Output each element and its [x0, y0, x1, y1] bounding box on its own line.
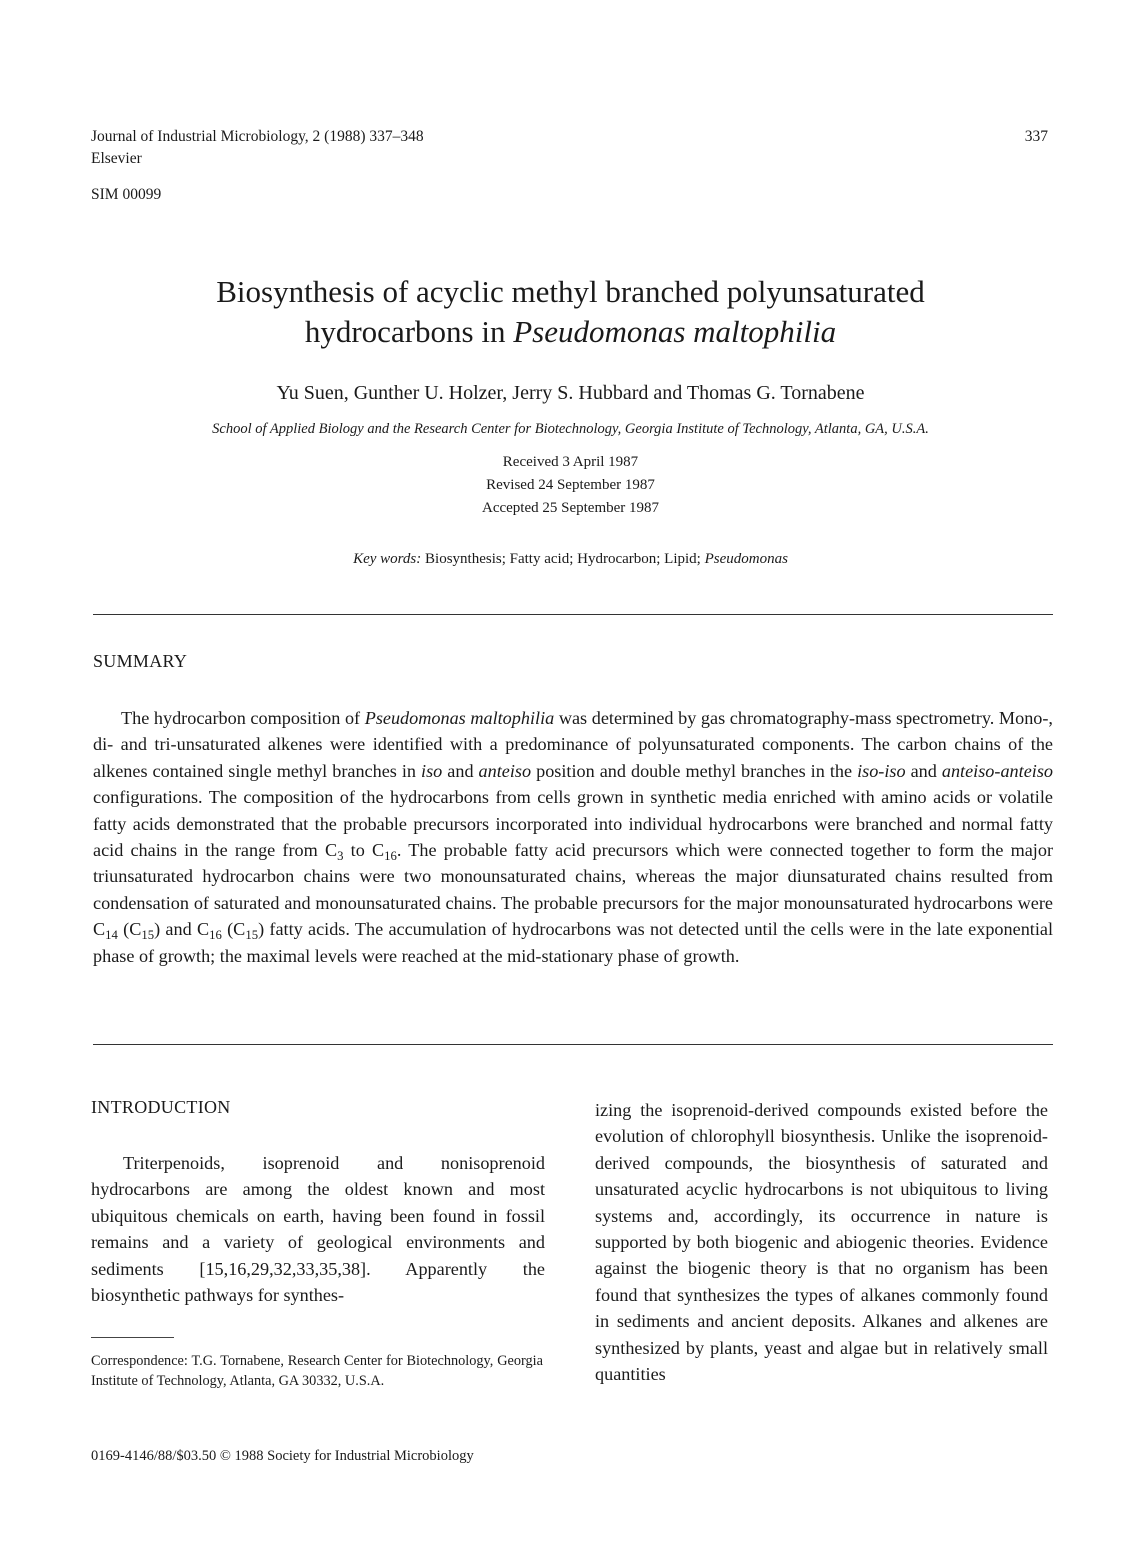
date-received: Received 3 April 1987 — [502, 454, 639, 470]
title-line-2-prefix: hydrocarbons in — [304, 314, 514, 349]
keywords-label: Key words: — [353, 551, 422, 567]
title-line-1: Biosynthesis of acyclic methyl branched polyunsaturated — [216, 274, 925, 309]
title-line-2 — [0, 312, 1141, 352]
page-number: 337 — [1024, 128, 1048, 145]
introduction-paragraph-1: Triterpenoids, isoprenoid and nonisoprenoid hydrocarbons are among the oldest known and most ubiquitous chemicals on earth, having been found in fossil remains and a variety of geological environments and sediments [15,16,29,32,33,35,38]. Apparently the biosynthetic pathways for synthes- — [91, 1153, 545, 1306]
journal-line: Journal of Industrial Microbiology, 2 (1988) 337–348 — [91, 128, 424, 145]
introduction-column-2 — [595, 1097, 1048, 1387]
article-title — [0, 272, 1141, 352]
date-revised: Revised 24 September 1987 — [486, 477, 655, 493]
journal-citation — [91, 126, 424, 170]
footnote-rule — [91, 1337, 174, 1338]
sim-id: SIM 00099 — [91, 186, 162, 203]
publisher: Elsevier — [91, 150, 142, 167]
summary-heading: SUMMARY — [93, 651, 188, 671]
divider-top — [93, 614, 1053, 615]
correspondence-note: Correspondence: T.G. Tornabene, Research Center for Biotechnology, Georgia Institute of Technology, Atlanta, GA 30332, U.S.A. — [91, 1353, 543, 1389]
introduction-heading: INTRODUCTION — [91, 1097, 231, 1117]
title-organism: Pseudomonas maltophilia — [513, 314, 837, 349]
keywords — [0, 551, 1141, 568]
affiliation: School of Applied Biology and the Research Center for Biotechnology, Georgia Institute of Technology, Atlanta, GA, U.S.A. — [212, 421, 929, 437]
date-accepted: Accepted 25 September 1987 — [481, 500, 660, 516]
keywords-terms: Biosynthesis; Fatty acid; Hydrocarbon; Lipid; — [425, 551, 701, 567]
submission-dates — [0, 451, 1141, 520]
divider-bottom — [93, 1044, 1053, 1045]
introduction-column-1 — [91, 1150, 545, 1308]
copyright-footer: 0169-4146/88/$03.50 © 1988 Society for Industrial Microbiology — [91, 1448, 474, 1464]
summary-text: The hydrocarbon composition of Pseudomonas maltophilia was determined by gas chromatography-mass spectrometry. Mono-, di- and tri-unsaturated alkenes were identified with a predominance of polyunsaturated components. The carbon chains of the alkenes contained single methyl branches in iso and anteiso position and double methyl branches in the iso-iso and anteiso-anteiso configurations. The composition of the hydrocarbons from cells grown in synthetic media enriched with amino acids or volatile fatty acids demonstrated that the probable precursors incorporated into individual hydrocarbons were branched and normal fatty acid chains in the range from $C_3$ to $C_{16}$. The probable fatty acid precursors which were connected together to form the major triunsaturated hydrocarbon chains were two monounsaturated chains, whereas the major diunsaturated chains resulted from condensation of saturated and monounsaturated chains. The probable precursors for the major monounsaturated hydrocarbons were $C_{14}$ $(C_{15})$ and $C_{16}$ $(C_{15})$ fatty acids. The accumulation of hydrocarbons was not detected until the cells were in the late exponential phase of growth; the maximal levels were reached at the mid-stationary phase of growth. — [93, 708, 1054, 966]
authors: Yu Suen, Gunther U. Holzer, Jerry S. Hubbard and Thomas G. Tornabene — [276, 382, 865, 404]
keywords-italic-term: Pseudomonas — [704, 551, 788, 567]
introduction-paragraph-2: izing the isoprenoid-derived compounds existed before the evolution of chlorophyll biosynthesis. Unlike the isoprenoid-derived compounds, the biosynthesis of saturated and unsaturated acyclic hydrocarbons is not ubiquitous to living systems and, accordingly, its occurrence in nature is supported by both biogenic and abiogenic theories. Evidence against the biogenic theory is that no organism has been found that synthesizes the types of alkanes commonly found in sediments and ancient deposits. Alkanes and alkenes are synthesized by plants, yeast and algae but in relatively small quantities — [595, 1100, 1048, 1385]
